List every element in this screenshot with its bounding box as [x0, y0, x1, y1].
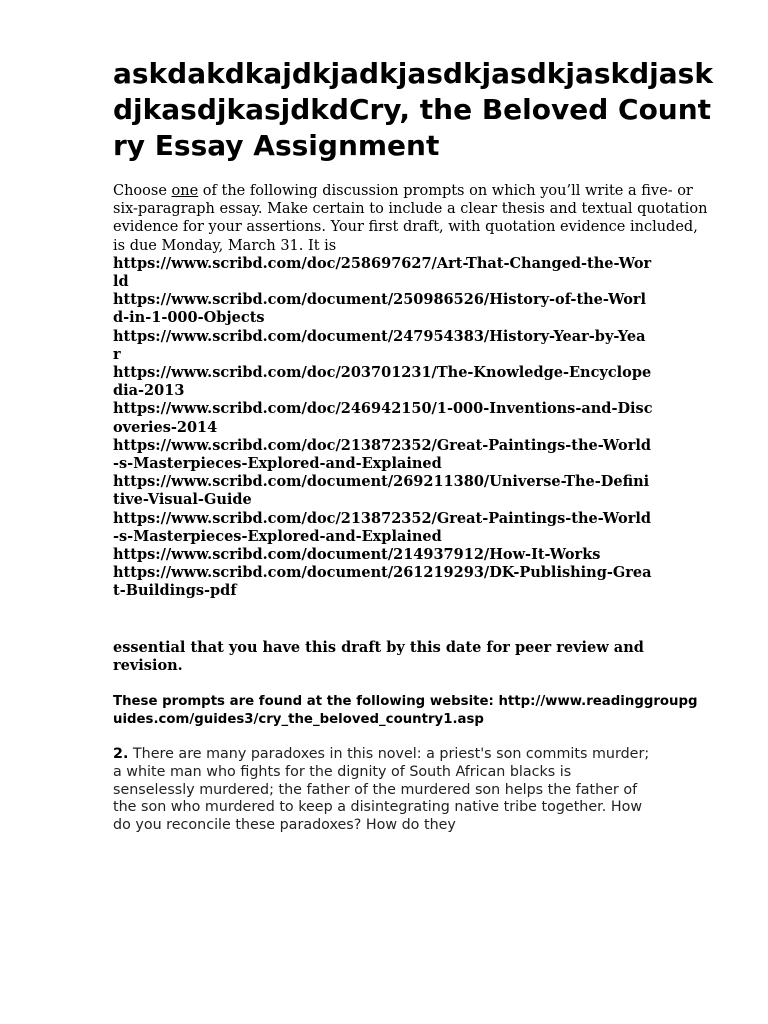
link-item[interactable]: https://www.scribd.com/document/214937912/How-It-Works [113, 546, 601, 564]
link-item[interactable]: https://www.scribd.com/document/250986526/History-of-the-World-in-1-000-Objects [113, 291, 647, 327]
intro-text-start: Choose [113, 183, 172, 199]
link-item[interactable]: https://www.scribd.com/document/261219293/DK-Publishing-Great-Buildings-pdf [113, 564, 652, 600]
document-page [113, 56, 713, 835]
link-item[interactable]: https://www.scribd.com/doc/246942150/1-000-Inventions-and-Discoveries-2014 [113, 400, 653, 436]
link-item[interactable]: https://www.scribd.com/document/247954383/History-Year-by-Year [113, 327, 646, 363]
deadline-note: essential that you have this draft by this date for peer review and revision. [113, 638, 644, 674]
link-item[interactable]: https://www.scribd.com/document/269211380/Universe-The-Definitive-Visual-Guide [113, 473, 650, 509]
document-title: askdakdkajdkjadkjasdkjasdkjaskdjaskdjkasdjkasjdkdCry, the Beloved Country Essay Assignment [113, 57, 713, 162]
discussion-prompt [113, 746, 653, 835]
link-list [113, 255, 653, 601]
prompt-text: There are many paradoxes in this novel: a priest's son commits murder; a white man who fights for the dignity of South African blacks is senselessly murdered; the father of the murdered son helps the father of the son who murdered to keep a disintegrating native tribe together. How do you reconcile these paradoxes? How do they [113, 746, 650, 834]
link-item[interactable]: https://www.scribd.com/doc/203701231/The-Knowledge-Encyclopedia-2013 [113, 364, 652, 400]
intro-underlined-word: one [171, 183, 199, 199]
prompts-source-note: These prompts are found at the following website: http://www.readinggroupguides.com/guides3/cry_the_beloved_country1.asp [113, 694, 698, 727]
prompt-number: 2. [113, 746, 129, 763]
intro-paragraph [113, 182, 713, 255]
link-item[interactable]: https://www.scribd.com/doc/213872352/Great-Paintings-the-World-s-Masterpieces-Explored-and-Explained [113, 509, 651, 545]
link-item[interactable]: https://www.scribd.com/doc/213872352/Great-Paintings-the-World-s-Masterpieces-Explored-and-Explained [113, 436, 651, 473]
link-item[interactable]: https://www.scribd.com/doc/258697627/Art-That-Changed-the-World [113, 254, 652, 291]
intro-text-rest: of the following discussion prompts on which you’ll write a five- or six-paragraph essay. Make certain to include a clear thesis and textual quotation evidence for your assertions. Your first draft, with quotation evidence included, is due Monday, March 31. It is [113, 183, 708, 254]
